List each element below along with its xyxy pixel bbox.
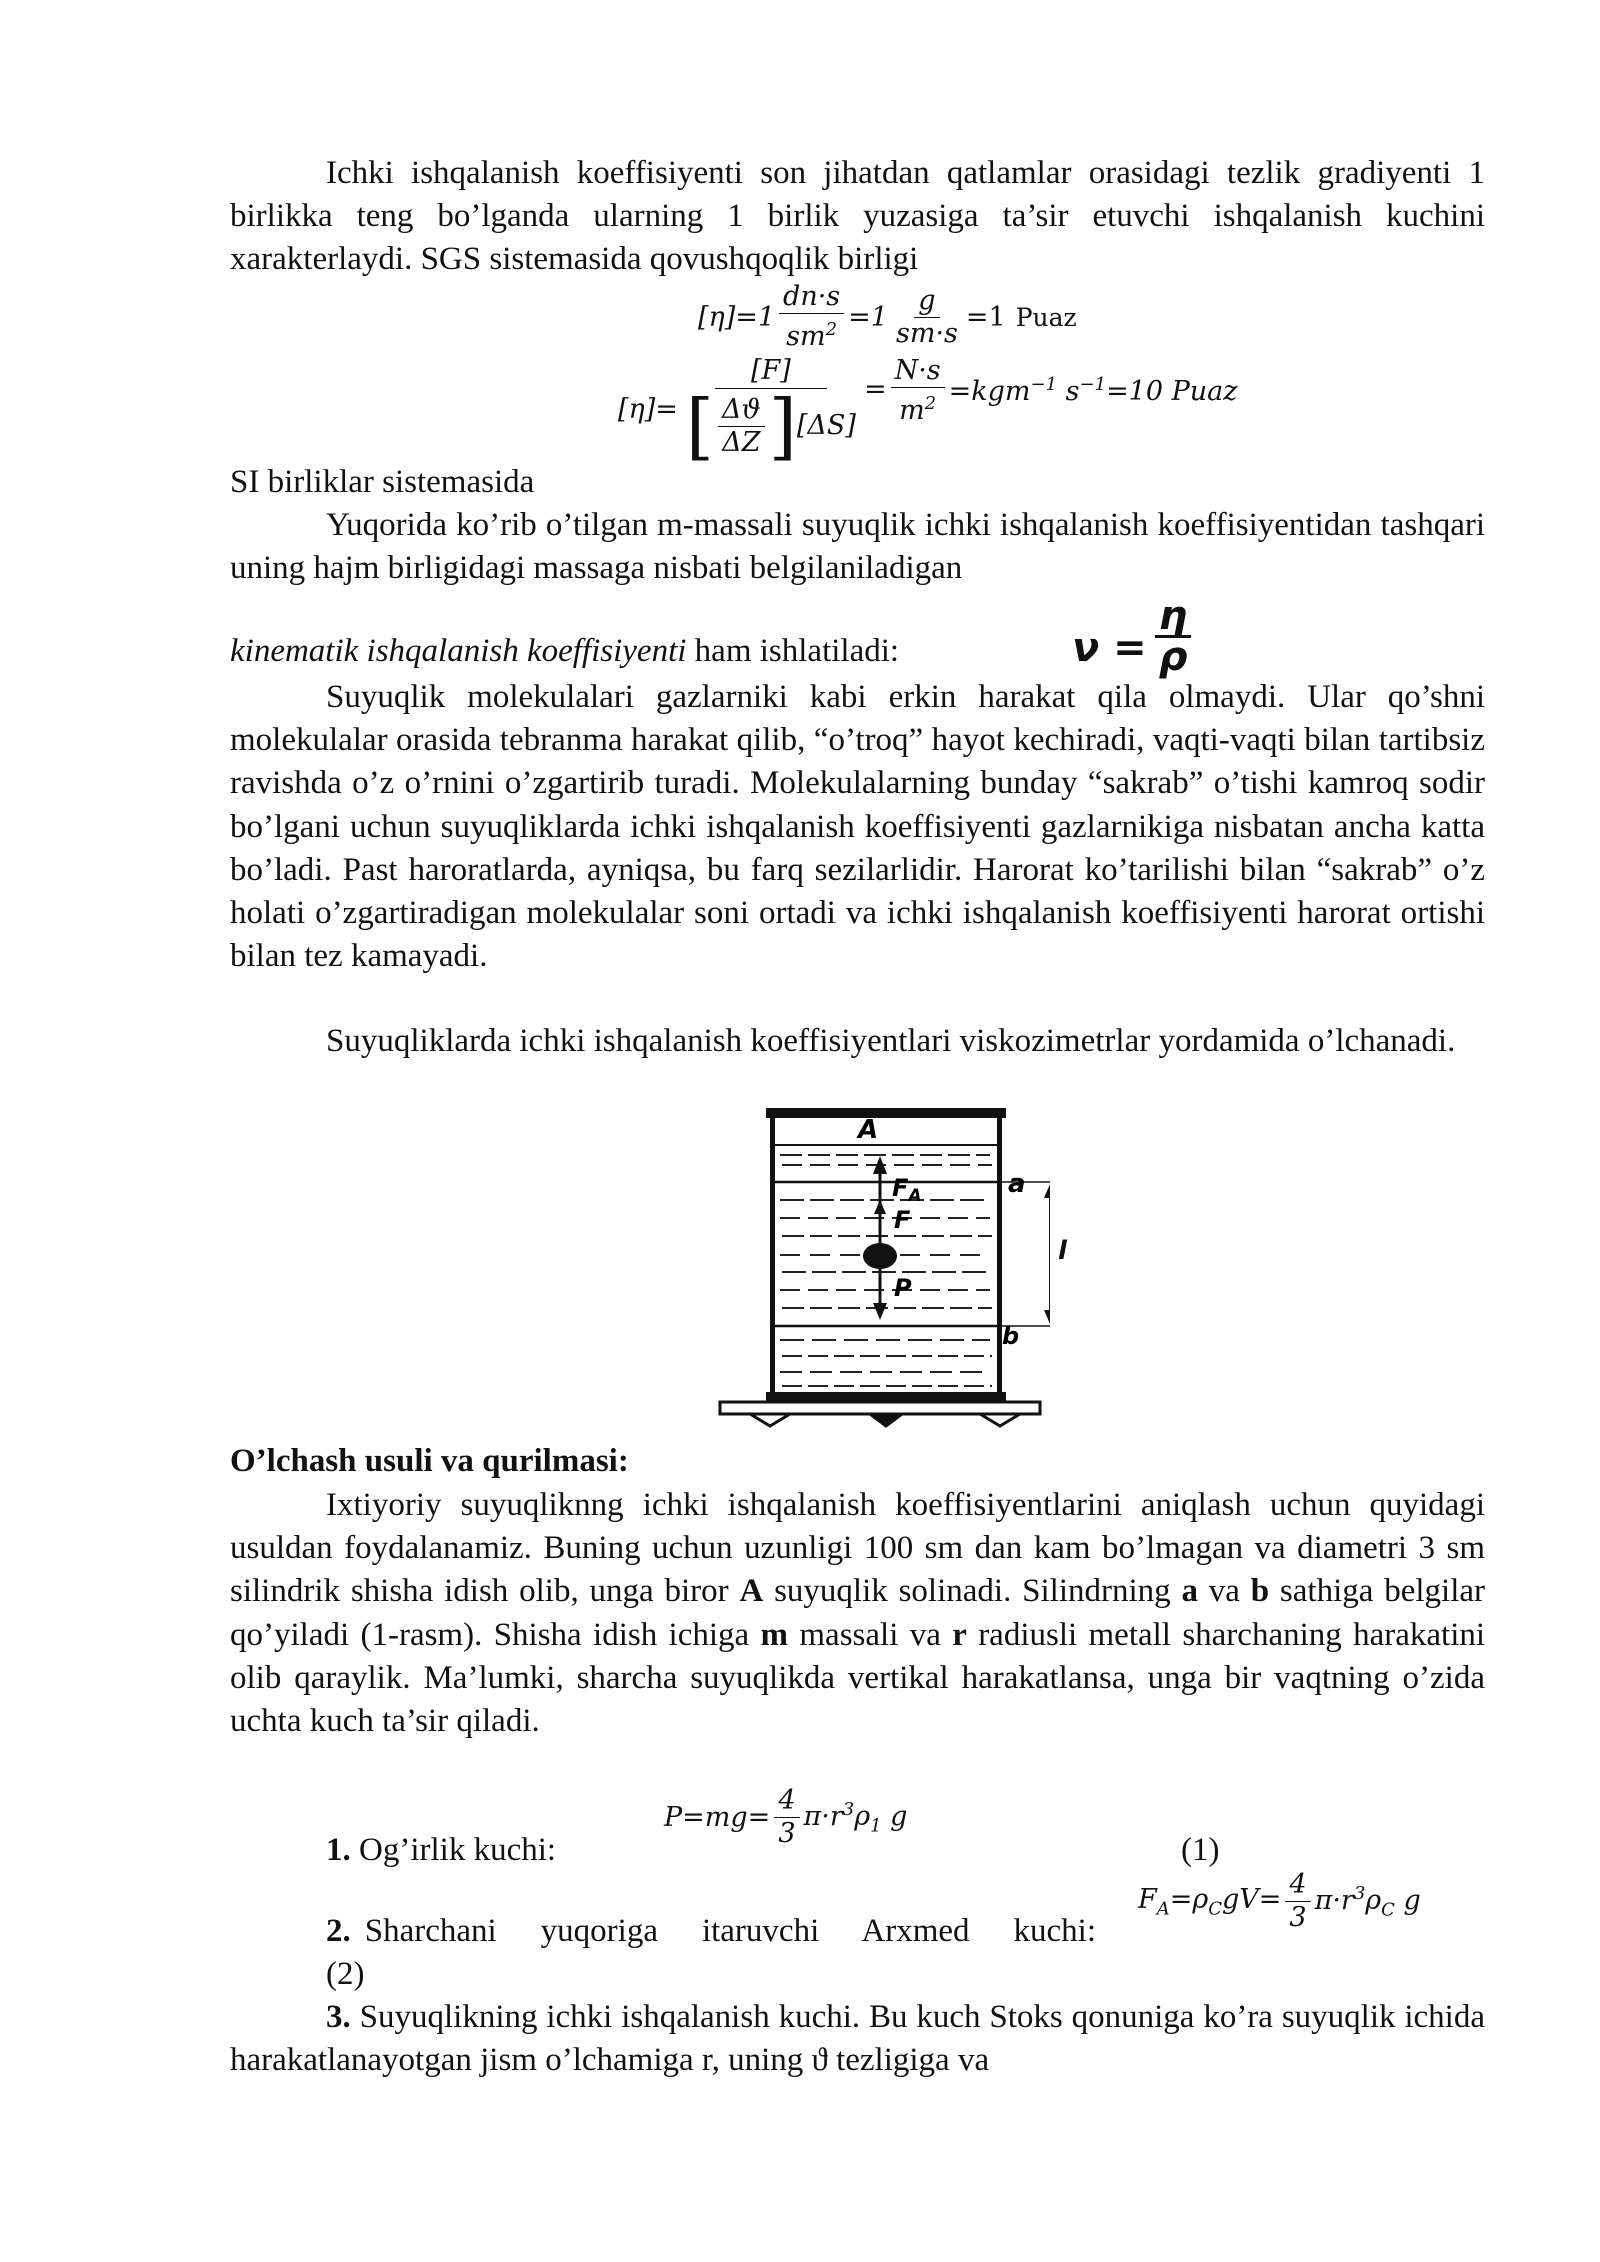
formula-archimedes <box>1138 1870 1421 1933</box>
area-term: [ΔS] <box>796 410 856 441</box>
subscript: C <box>1381 1899 1395 1921</box>
si-label: SI birliklar sistemasida <box>230 464 535 500</box>
fraction-denominator: [ $\frac{\Delta ϑ}{\Delta Z}$ ] [ΔS] <box>685 384 856 468</box>
exponent: 3 <box>1353 1882 1366 1904</box>
rhs-tail: =10 Puaz <box>1106 376 1238 407</box>
fraction-g <box>892 286 962 349</box>
cylinder-right-wall <box>997 1118 1002 1398</box>
fraction-numerator: dn·s <box>779 282 844 314</box>
equation-number-2: (2) <box>326 1956 365 1992</box>
formula-kinematic-viscosity <box>1072 593 1195 680</box>
base-foot-center <box>870 1414 902 1426</box>
archimedes-lhs <box>1138 1884 1281 1919</box>
exponent: −1 <box>1079 374 1107 395</box>
subscript: A <box>1156 1898 1170 1920</box>
fraction-denominator: 3 <box>1289 1902 1307 1933</box>
item-archimedes <box>326 1910 1096 1953</box>
inner-denominator: ΔZ <box>722 426 761 458</box>
fraction-four-thirds <box>1285 1870 1310 1933</box>
item-friction <box>230 1996 1485 2082</box>
den-text: sm <box>786 321 826 352</box>
rho: ρ <box>1365 1884 1382 1916</box>
inner-numerator: Δϑ <box>718 395 765 427</box>
label-archimedes-force: $F_A$ <box>892 1174 922 1206</box>
base-foot-right <box>980 1414 1020 1426</box>
kinematic-line <box>230 630 899 673</box>
kinematic-tail: ham ishlatiladi: <box>694 633 900 669</box>
formula-si-rhs <box>949 374 1238 407</box>
rho: ρ <box>854 1800 871 1832</box>
fraction-ns-over-m2 <box>891 356 945 426</box>
rho: =ρ <box>1169 1883 1209 1915</box>
cylinder-top-cap <box>766 1108 1006 1118</box>
subscript: C <box>1208 1898 1223 1920</box>
formula-sgs-unit <box>698 282 1077 352</box>
formula-sgs-lhs: [η]=1 <box>698 301 776 333</box>
base-foot-left <box>750 1414 790 1426</box>
p5-liquid-A: A <box>739 1573 764 1610</box>
F: F <box>1138 1883 1157 1915</box>
item-text: Suyuqlikning ichki ishqalanish kuchi. Bu kuch Stoks qonuniga ko’ra suyuqlik ichida harakatlanayotgan jism o’lchamiga r, uning ϑ tezligiga va <box>230 1999 1485 2079</box>
kinematic-term: kinematik ishqalanish koeffisiyenti <box>230 633 687 669</box>
section-heading: O’lchash usuli va qurilmasi: <box>230 1443 629 1479</box>
den-text: m <box>899 395 925 426</box>
p5-part-d: massali va <box>799 1616 941 1653</box>
p5-part-a: Ixtiyoriy suyuqliknng ichki ishqalanish koeffisiyentlarini aniqlash uchun quyidagi usuldan foydalanamiz. Buning uchun uzunligi 100 sm dan kam bo’lmagan va diametri 3 sm silindrik shisha idish olib, unga biror <box>230 1487 1485 1610</box>
exponent: −1 <box>1030 374 1058 395</box>
label-mark-b: b <box>1002 1322 1020 1350</box>
p5-radius-r: r <box>952 1616 967 1653</box>
fraction-numerator: η <box>1155 598 1191 638</box>
p5-mark-a: a <box>1181 1573 1198 1610</box>
paragraph-viscometer: Suyuqliklarda ichki ishqalanish koeffisiyentlari viskozimetrlar yordamida o’lchanadi. <box>326 1023 1456 1059</box>
item-text: Og’irlik kuchi: <box>359 1832 557 1868</box>
p5-part-e: radiusli metall sharchaning harakatini olib qaraylik. Ma’lumki, sharcha suyuqlikda vertikal harakatlansa, unga bir vaqtning o’zida uchta kuch ta’sir qiladi. <box>230 1616 1486 1740</box>
formula-sgs-unit-name: Puaz <box>1015 302 1077 332</box>
fraction-numerator: N·s <box>891 356 945 388</box>
fraction-numerator: g <box>914 286 939 318</box>
fraction-force-over-gradient <box>682 355 860 468</box>
paragraph-method <box>230 1484 1485 1743</box>
p5-mass-m: m <box>760 1616 789 1653</box>
formula-sgs-mid: =1 <box>848 301 888 333</box>
weight-rhs <box>804 1799 908 1836</box>
fraction-denominator <box>782 314 841 352</box>
fraction-numerator: [F] <box>715 356 827 389</box>
equals: = <box>863 374 887 405</box>
viscometer-figure <box>710 1100 1050 1440</box>
arrowhead-p <box>873 1303 887 1320</box>
exponent: 2 <box>924 393 937 414</box>
weight-lhs: P=mg= <box>664 1802 771 1833</box>
fraction-denominator: ρ <box>1158 634 1188 680</box>
pi-r: π·r <box>803 1800 843 1832</box>
gV: gV= <box>1222 1883 1282 1915</box>
nu-lhs: ν = <box>1072 624 1147 671</box>
formula-weight <box>664 1786 907 1849</box>
arrowhead-f <box>874 1200 886 1214</box>
exponent: 2 <box>825 319 838 340</box>
formula-sgs-rhs: =1 <box>965 301 1006 333</box>
archimedes-rhs <box>1315 1883 1421 1920</box>
g: g <box>1403 1884 1421 1916</box>
item-number: 1. <box>326 1832 351 1868</box>
fraction-denominator: sm·s <box>895 317 958 349</box>
pi-r: π·r <box>1314 1884 1354 1916</box>
subscript: 1 <box>870 1815 882 1837</box>
formula-si-unit <box>618 355 1238 468</box>
fraction-eta-over-rho <box>1155 593 1192 680</box>
fraction-velocity-gradient <box>718 395 765 458</box>
p5-part-b: suyuqlik solinadi. Silindrning <box>774 1573 1171 1610</box>
item-text: Sharchani yuqoriga itaruvchi Arxmed kuchi: <box>364 1913 1096 1949</box>
paragraph-definition: Ichki ishqalanish koeffisiyenti son jihatdan qatlamlar orasidagi tezlik gradiyenti 1 birlikka teng bo’lganda ularning 1 birlik yuzasiga ta’sir etuvchi ishqalanish kuchini xarakterlaydi. SGS sistemasida qovushqoqlik birligi <box>230 155 1485 278</box>
exponent: 3 <box>842 1798 855 1820</box>
p5-part-c: sathiga belgilar qo’yiladi (1-rasm). Shisha idish ichiga <box>230 1573 1485 1653</box>
fraction-denominator: 3 <box>778 1818 796 1849</box>
fraction-denominator <box>895 388 940 426</box>
fraction-dn-s <box>779 282 844 352</box>
rhs-text: =kgm <box>948 376 1031 407</box>
label-friction-force: F <box>894 1206 911 1234</box>
liquid-hatching <box>780 1155 992 1386</box>
item-gravity <box>326 1829 556 1872</box>
paragraph-kinematic: Yuqorida ko’rib o’tilgan m-massali suyuqlik ichki ishqalanish koeffisiyentidan tashqari uning hajm birligidagi massaga nisbati belgilaniladigan <box>230 507 1485 587</box>
cylinder-left-wall <box>770 1118 775 1398</box>
label-mark-a: a <box>1008 1169 1026 1199</box>
formula-si-lhs: [η]= <box>618 393 678 425</box>
paragraph-molecular: Suyuqlik molekulalari gazlarniki kabi erkin harakat qila olmaydi. Ular qo’shni molekulalar orasida tebranma harakat qilib, “o’troq” hayot kechiradi, vaqti-vaqti bilan tartibsiz ravishda o’z o’rnini o’zgartirib turadi. Molekulalarning bunday “sakrab” o’tishi kamroq sodir bo’lgani uchun suyuqliklarda ichki ishqalanish koeffisiyenti gazlarnikiga nisbatan ancha katta bo’ladi. Past haroratlarda, ayniqsa, bu farq sezilarlidir. Harorat ko’tarilishi bilan “sakrab” o’z holati o’zgartiradigan molekulalar soni ortadi va ichki ishqalanish koeffisiyenti harorat ortishi bilan tez kamayadi. <box>230 679 1485 975</box>
label-liquid-a: A <box>858 1115 879 1145</box>
label-distance-l: l <box>1058 1236 1067 1266</box>
metal-ball <box>863 1243 897 1269</box>
p5-mark-b: b <box>1250 1573 1270 1610</box>
item-number: 3. <box>326 1999 351 2035</box>
item-number: 2. <box>326 1913 351 1949</box>
fraction-numerator: 4 <box>774 1786 799 1818</box>
equation-number-1: (1) <box>1181 1832 1220 1868</box>
p5-va: va <box>1208 1573 1240 1610</box>
label-weight: P <box>894 1274 912 1302</box>
fraction-numerator: 4 <box>1285 1870 1310 1902</box>
fraction-four-thirds <box>774 1786 799 1849</box>
rhs-s: s <box>1065 376 1080 407</box>
base-stand <box>720 1402 1040 1414</box>
g: g <box>890 1800 908 1832</box>
